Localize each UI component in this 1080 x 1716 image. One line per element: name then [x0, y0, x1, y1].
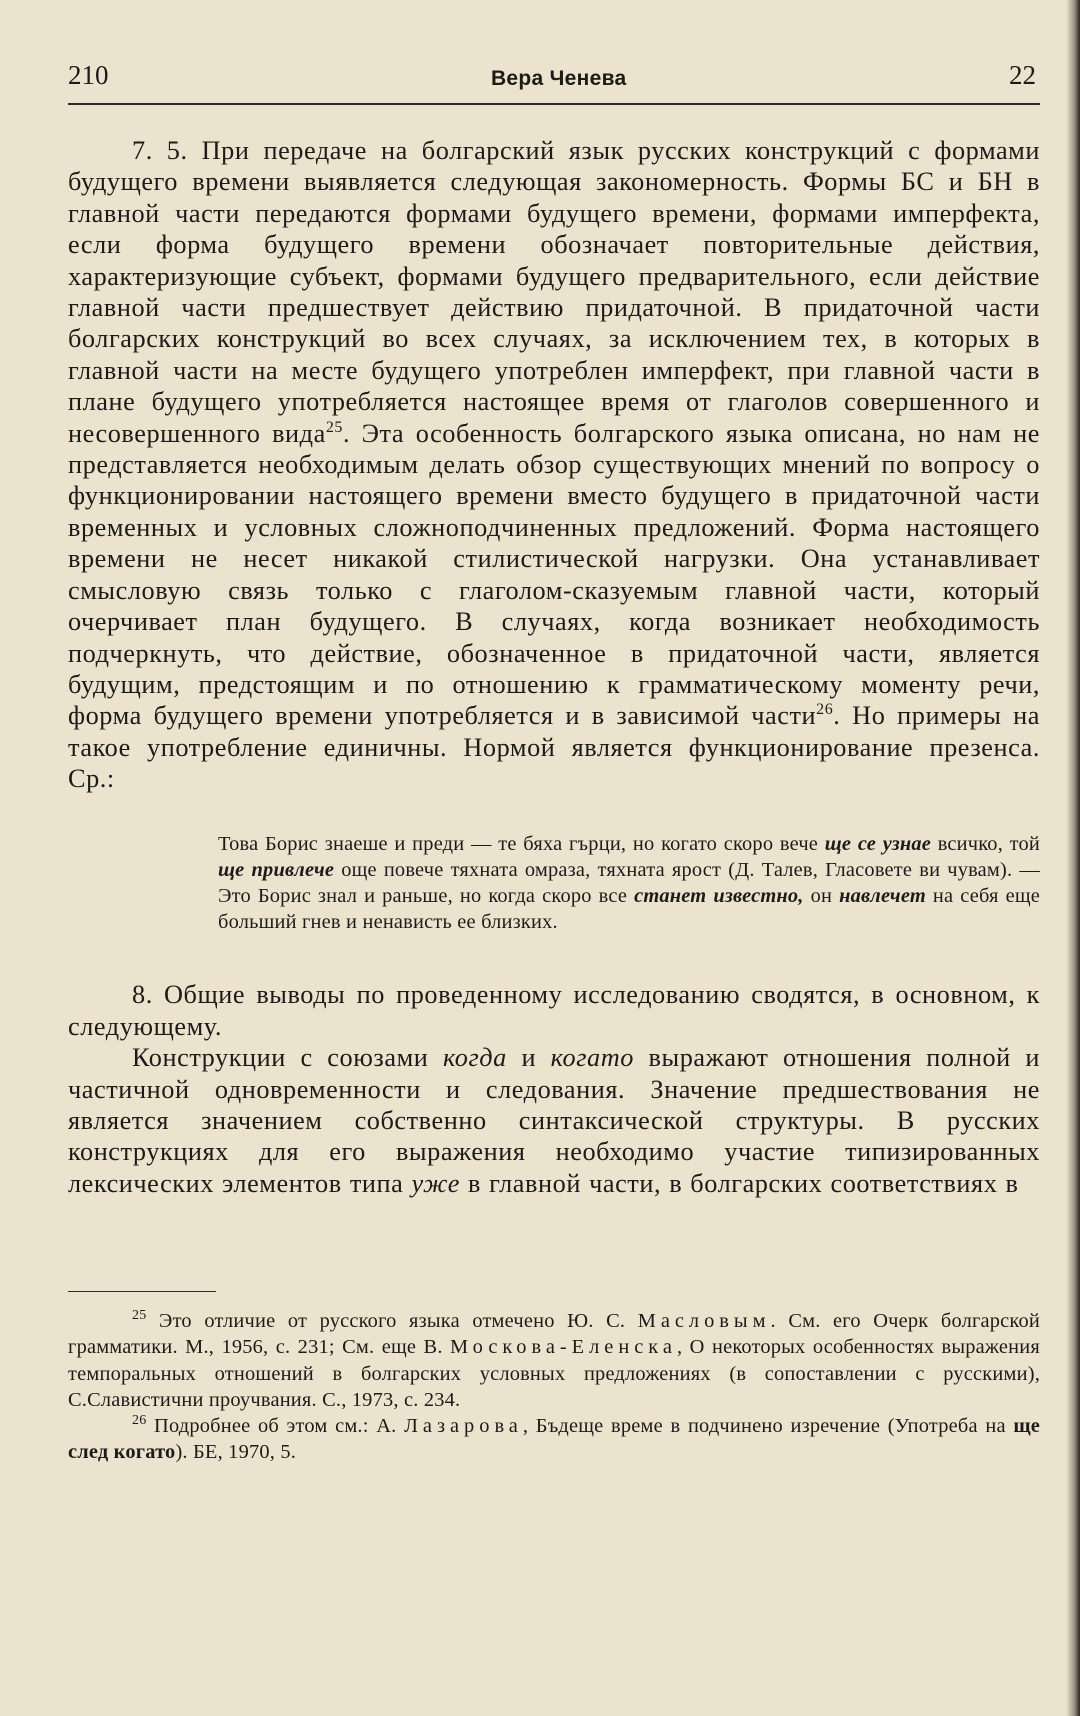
example-quote: Това Борис знаеше и преди — те бяха гърци, но когато скоро вече ще се узнае всичко, той ще привлече още повече тяхната омраза, тяхната ярост (Д. Талев, Гласовете ви чувам). — Это Борис знал и раньше, но когда скоро все станет известно, он навлечет на себя еще больший гнев и ненависть ее близких.: [218, 832, 1041, 934]
header-rule: [68, 103, 1040, 105]
paragraph-7-5: 7. 5. При передаче на болгарский язык русских конструкций с формами будущего времени выявляется следующая закономерность. Формы БС и БН в главной части передаются формами будущего времени, формами имперфекта, если форма будущего времени обозначает повторительные действия, характеризующие субъект, формами будущего предварительного, если действие главной части предшествует действию придаточной. В придаточной части болгарских конструкций во всех случаях, за исключением тех, в которых в главной части на месте будущего употреблен имперфект, при главной части в плане будущего употребляется настоящее время от глаголов совершенного и несовершенного вида$^{25}$. Эта особенность болгарского языка описана, но нам не представляется необходимым делать обзор существующих мнений по вопросу о функционировании настоящего времени вместо будущего в придаточной части временных и условных сложноподчиненных предложений. Форма настоящего времени не несет никакой стилистической нагрузки. Она устанавливает смысловую связь только с глаголом-сказуемым главной части, который очерчивает план будущего. В случаях, когда возникает необходимость подчеркнуть, что действие, обозначенное в придаточной части, является будущим, предстоящим и по отношению к грамматическому моменту речи, форма будущего времени употребляется и в зависимой части$^{26}$. Но примеры на такое употребление единичны. Нормой является функционирование презенса. Ср.:: [68, 136, 1040, 794]
running-title: Вера Ченева: [490, 67, 627, 90]
section-8: [68, 979, 1040, 1199]
page-number: 210: [68, 60, 109, 90]
footnote-ref-26: 26: [816, 701, 834, 719]
paragraph-8: 8. Общие выводы по проведенному исследованию сводятся, в основном, к следующему.: [68, 980, 1040, 1041]
footnote-rule: [68, 1291, 216, 1292]
footnote-ref-25: 25: [325, 418, 343, 436]
footnote-26: $^{26}$ Подробнее об этом см.: А. Лазарова, Бъдеще време в подчинено изречение (Употреба на ще след когато). БЕ, 1970, 5.: [68, 1413, 1040, 1464]
footnote-25: $^{25}$ Это отличие от русского языка отмечено Ю. С. Масловым. См. его Очерк болгарской грамматики. М., 1956, с. 231; См. еще В. Москова-Еленска, О некоторых особенностях выражения темпоральных отношений в болгарских условных предложениях (в сопоставлении с русскими), С.Славистични проучвания. С., 1973, с. 234.: [68, 1308, 1040, 1411]
right-number: 22: [1008, 60, 1036, 90]
page-binding-edge: [1066, 0, 1080, 1716]
paragraph-8-conclusions: Конструкции с союзами когда и когато выражают отношения полной и частичной одновременности и следования. Значение предшествования не является значением собственно синтаксической структуры. В русских конструкциях для его выражения необходимо участие типизированных лексических элементов типа уже в главной части, в болгарских соответствиях в: [68, 1043, 1040, 1198]
main-text: [68, 135, 1040, 795]
running-header: [68, 60, 1040, 91]
footnotes: [68, 1308, 1040, 1465]
